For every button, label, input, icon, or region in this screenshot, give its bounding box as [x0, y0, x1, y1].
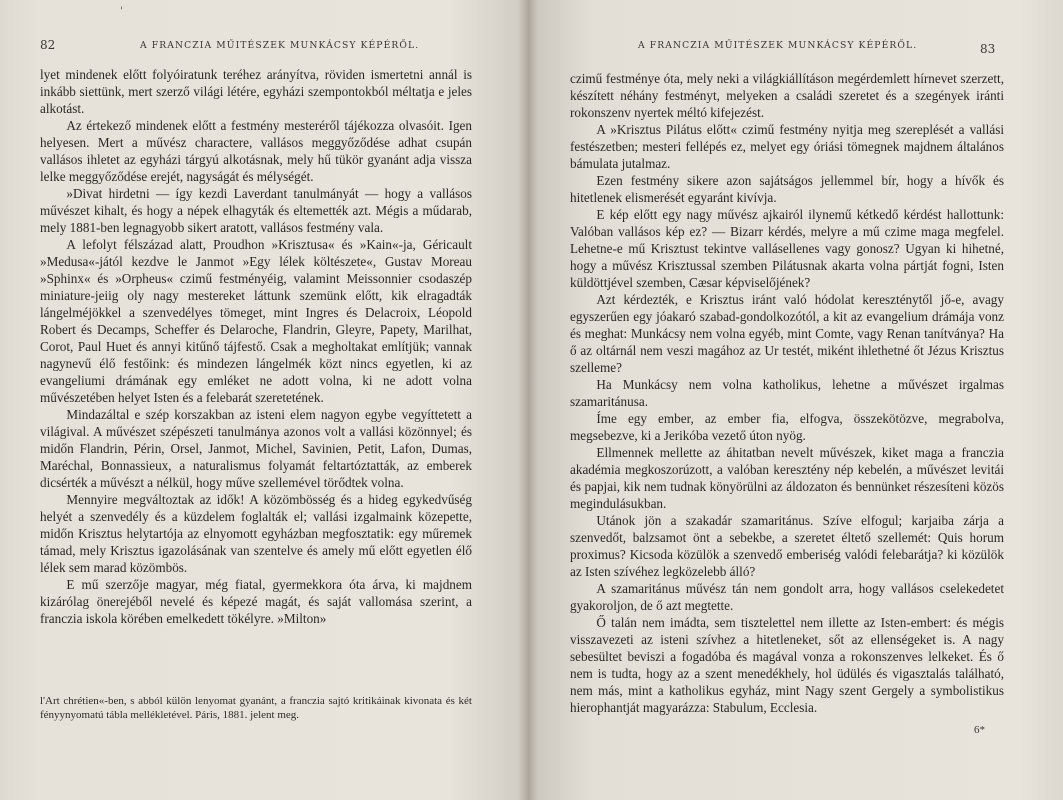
- right-page: [528, 0, 1063, 800]
- paragraph: »Divat hirdetni — így kezdi Laverdant tanulmányát — hogy a vallásos művészet kihalt, és hogy a népek elhagyták és eltemették azt. Mégis a műdarab, mely 1881-ben legnagyobb sikert aratott, vallásos festmény vala.: [40, 186, 472, 235]
- paragraph: czimű festménye óta, mely neki a világkiállításon megérdemlett hírnevet szerzett, készített néhány festményt, melyeken a családi szeretet és a szegények iránti rokonszenv nyertek méltó kifejezést.: [570, 71, 1004, 120]
- page-number-left: 82: [40, 38, 56, 52]
- running-head-left: A FRANCZIA MŰITÉSZEK MUNKÁCSY KÉPÉRŐL.: [140, 40, 420, 51]
- left-page: [0, 0, 528, 800]
- paragraph: Ezen festmény sikere azon sajátságos jellemmel bír, hogy a hívők és hitetlenek elismerését egyaránt kivívja.: [570, 173, 1004, 205]
- paragraph: A »Krisztus Pilátus előtt« czimű festmény nyitja meg szereplését a vallási festészetben; mesteri fellépés ez, melyet egy óriási tömegnek majdnem általános bámulata jutalmaz.: [570, 122, 1004, 171]
- paragraph: Íme egy ember, az ember fia, elfogva, összekötözve, megrabolva, megsebezve, ki a Jerikóba vezető úton nyög.: [570, 411, 1004, 443]
- paragraph: Azt kérdezték, e Krisztus iránt való hódolat kereszténytől jő-e, avagy egyszerűen egy jóakaró szabad-gondolkozótól, a kit az evangelium drámája vonz és meghat: Munkácsy nem volna egyéb, mint Comte, vagy Renan tanítványa? Ha ő az oltárnál nem veszi magához az Ur testét, miként ihlethetné őt Jézus Krisztus szelleme?: [570, 292, 1004, 375]
- page-number-right: 83: [980, 42, 996, 56]
- footnote: [40, 694, 472, 722]
- footnote-rule: [40, 689, 472, 690]
- paragraph: Az értekező mindenek előtt a festmény mesteréről tájékozza olvasóit. Igen helyesen. Mert a művész charactere, vallásos meggyőződése adhat csupán vallásos ihletet az egyházi tárgyú alkotásnak, mely hű tükör gyanánt adja vissza lelke meggyőződése erejét, nagyságát és mélységét.: [40, 118, 472, 184]
- paragraph: Mindazáltal e szép korszakban az isteni elem nagyon egybe vegyíttetett a világival. A művészet szépészeti tanulmánya azonos volt a vallási közönnyel; és midőn Flandrin, Périn, Orsel, Janmot, Michel, Savinien, Petit, Lafon, Dumas, Maréchal, Bonnassieux, a naturalismus folyamát feltartóztatták, az emberek dicsérték a művészt a nélkül, hogy műve szellemével törődtek volna.: [40, 407, 472, 490]
- book-gutter: [518, 0, 538, 800]
- paragraph: lyet mindenek előtt folyóiratunk teréhez arányítva, röviden ismertetni annál is inkább siettünk, mert szerző világi létére, egyházi szempontokból méltatja e jeles alkotást.: [40, 67, 472, 116]
- paragraph: E kép előtt egy nagy művész ajkairól ilynemű kétkedő kérdést hallottunk: Valóban vallásos kép ez? — Bizarr kérdés, melyre a mű czime maga megfelel. Lehetne-e mű Krisztust tekintve vallásellenes vagy gonosz? Ugyan ki hihetné, hogy a művész Krisztussal szemben Pilátusnak akarta volna pártját fogni, Isten küldöttjével szemben, Cæsar képviselőjének?: [570, 207, 1004, 290]
- running-head-right: A FRANCZIA MŰITÉSZEK MUNKÁCSY KÉPÉRŐL.: [638, 40, 918, 51]
- top-mark: ': [120, 6, 123, 17]
- left-body-text: [40, 66, 472, 627]
- paragraph: E mű szerzője magyar, még fiatal, gyermekkora óta árva, ki majdnem kizárólag önerejéből nevelé és képezé magát, és saját vallomása szerint, a franczia iskola körében emelkedett tökélyre. »Milton»: [40, 577, 472, 626]
- paragraph: Ellmennek mellette az áhitatban nevelt művészek, kiket maga a franczia akadémia megkoszorúzott, a valóban keresztény nép kebelén, a művészet levitái és papjai, kik nem tudnak könyörülni az áldozaton és bennünket részesíteni közös megindulásukban.: [570, 445, 1004, 511]
- footnote-text: l'Art chrétien«-ben, s abból külön lenyomat gyanánt, a franczia sajtó kritikáinak kivonata és két fényynyomatú tábla mellékletével. Páris, 1881. jelent meg.: [40, 695, 472, 721]
- paragraph: Mennyire megváltoztak az idők! A közömbösség és a hideg egykedvűség helyét a szenvedély és a küzdelem foglalták el; vallási izgalmaink közepette, midőn Krisztus helytartója az elnyomott egyházban megfosztatik: egy műremek támad, mely Krisztus igazolásának van szentelve és amely mű előtt egyetlen élő lélek sem marad közömbös.: [40, 492, 472, 575]
- paragraph: A szamaritánus művész tán nem gondolt arra, hogy vallásos cselekedetet gyakoroljon, de ő azt megtette.: [570, 581, 1004, 613]
- paragraph: A lefolyt félszázad alatt, Proudhon »Krisztusa« és »Kain«-ja, Géricault »Medusa«-jától kezdve le Janmot »Egy lélek költészete«, Gustav Moreau »Sphinx« és »Orpheus« czimű festményéig, valamint Meissonnier csodaszép miniature-jeiig oly nagy mestereket láttunk szemünk előtt, kik elragadták lángelméjökkel a szenvedélyes tömeget, mint Ingres és Delacroix, Léopold Robert és Decamps, Scheffer és Delaroche, Flandrin, Gleyre, Papety, Marilhat, Corot, Paul Huet és annyi kitűnő tájfestő. Csak a megholtakat említjük; vannak nagynevű élő festőink: és mindezen lángelmék közt nincs egyetlen, ki az evangeliumi drámának egy emléket ne adott volna, ki ne adott volna művészetében helyet Isten és a felebarát szeretetének.: [40, 237, 472, 405]
- right-body-text: [570, 70, 1004, 716]
- paragraph: Utánok jön a szakadár szamaritánus. Szíve elfogul; karjaiba zárja a szenvedőt, balzsamot önt a sebekbe, a szeretet éltető szellemét: Quis horum proximus? Kicsoda közülök a szenvedő emberiség valódi felebarátja? ki közülök az Isten szívéhez legközelebb álló?: [570, 513, 1004, 579]
- paragraph: Ha Munkácsy nem volna katholikus, lehetne a művészet irgalmas szamaritánusa.: [570, 377, 1004, 409]
- signature-mark: 6*: [974, 724, 985, 736]
- paragraph: Ő talán nem imádta, sem tisztelettel nem illette az Isten-embert: és mégis visszavezeti az isteni szívhez a hitetleneket, sőt az ellenségeket is. A nagy sebesültet beviszi a fogadóba és magával vonza a rokonszenves lelkeket. És ő nem is tudta, hogy az a szent menedékhely, hol üdülés és vigasztalás található, nem más, mint a katholikus egyház, mint Nagy szent Gergely a symbolistikus hierophantját magyarázza: Stabulum, Ecclesia.: [570, 615, 1004, 715]
